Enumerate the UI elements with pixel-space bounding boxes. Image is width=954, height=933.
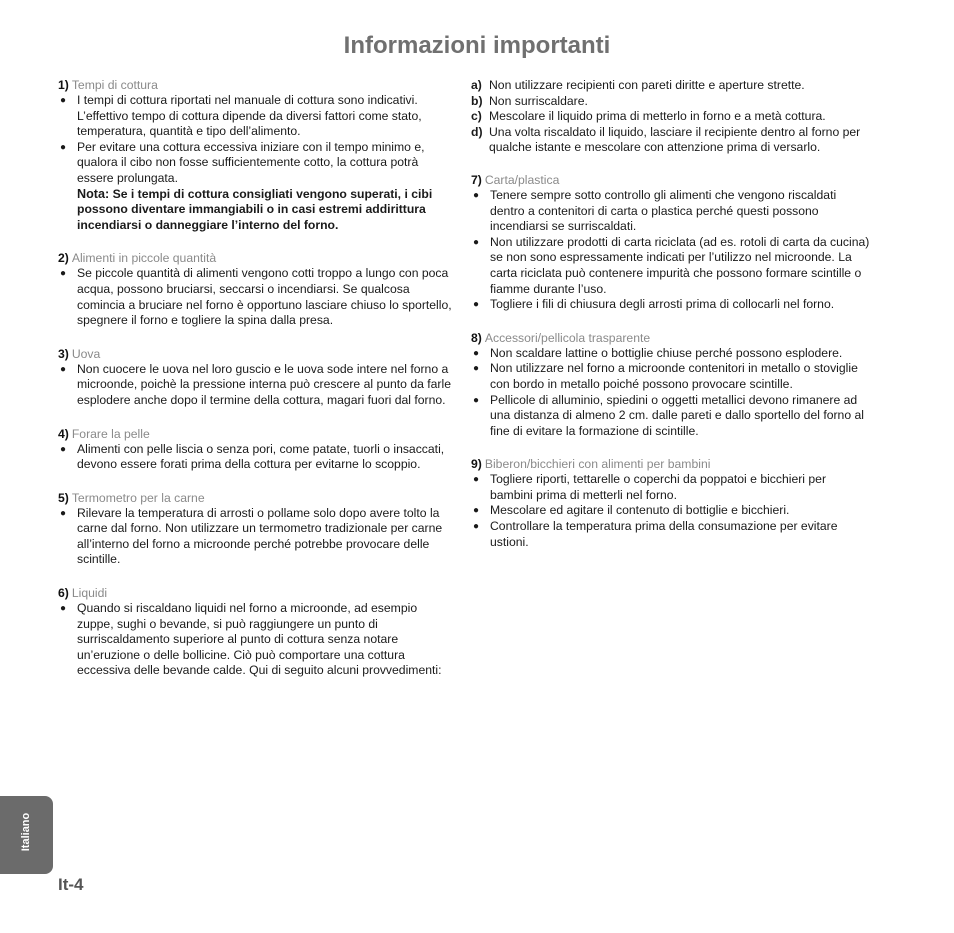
list-text: Non surriscaldare.: [489, 93, 588, 108]
bullet-icon: ●: [473, 189, 480, 201]
section-number: 1): [58, 78, 69, 92]
bullet-item: [471, 519, 871, 550]
section-accessori-pellicola: [471, 331, 871, 440]
bullet-item: [58, 601, 454, 679]
section-alimenti-piccole-quantita: [58, 251, 454, 328]
bullet-item: [58, 506, 454, 568]
bullet-text: Controllare la temperatura prima della consumazione per evitare ustioni.: [490, 519, 838, 549]
section-number: 3): [58, 346, 69, 361]
note-text: Se i tempi di cottura consigliati vengono superati, i cibi possono diventare immangiabili o in casi estremi addirittura incendiarsi o danneggiare l’interno del forno.: [77, 186, 433, 232]
bullet-icon: ●: [60, 507, 67, 519]
section-termometro: [58, 491, 454, 568]
page-title: Informazioni importanti: [343, 32, 611, 59]
section-heading: [471, 331, 871, 346]
list-letter: c): [471, 109, 482, 124]
section-tempi-di-cottura: [58, 78, 454, 233]
section-number: 7): [471, 172, 482, 187]
section-number: 4): [58, 426, 69, 441]
section-title: Liquidi: [71, 586, 108, 601]
bullet-text: Non utilizzare prodotti di carta riciclata (ad es. rotoli di carta da cucina) se non sono espressamente indicati per l’utilizzo nel microonde. La carta riciclata può contenere impurità che possono formare scintille o fiamme durante l’uso.: [490, 234, 870, 296]
list-text: Una volta riscaldato il liquido, lasciare il recipiente dentro al forno per qualche istante e mescolare con attenzione prima di versarlo.: [489, 124, 861, 155]
list-text: Non utilizzare recipienti con pareti diritte e aperture strette.: [489, 78, 805, 92]
bullet-text: Per evitare una cottura eccessiva iniziare con il tempo minimo e, qualora il cibo non fosse sufficientemente cotto, la cottura potrà essere prolungata.: [77, 139, 425, 185]
bullet-item: [471, 503, 871, 519]
section-uova: [58, 347, 454, 409]
note-box: [58, 187, 454, 234]
bullet-icon: ●: [60, 363, 67, 375]
note-label: Nota:: [77, 186, 110, 201]
section-title: Tempi di cottura: [71, 78, 158, 92]
bullet-item: [471, 297, 871, 313]
bullet-icon: ●: [60, 268, 67, 280]
page-number: It-4: [58, 875, 84, 894]
bullet-item: [58, 140, 454, 187]
bullet-item: [58, 93, 454, 140]
bullet-icon: ●: [473, 363, 480, 375]
bullet-icon: ●: [60, 95, 67, 106]
bullet-item: [471, 361, 871, 392]
language-label: Italiano: [20, 812, 32, 852]
list-letter: d): [471, 124, 483, 139]
liquid-measures-list: [471, 78, 871, 156]
section-heading: [58, 251, 454, 266]
section-heading: [471, 173, 871, 188]
list-letter: a): [471, 78, 482, 92]
section-title: Biberon/bicchieri con alimenti per bambini: [484, 457, 711, 472]
list-item: [471, 125, 871, 156]
section-number: 2): [58, 251, 69, 266]
section-heading: [58, 586, 454, 601]
left-column: [58, 78, 454, 690]
bullet-item: [58, 362, 454, 409]
bullet-text: Tenere sempre sotto controllo gli alimenti che vengono riscaldati dentro a contenitori di carta o plastica perché questi possono incendiarsi se surriscaldati.: [490, 187, 837, 234]
bullet-text: Non scaldare lattine o bottiglie chiuse perché possono esplodere.: [490, 345, 843, 360]
bullet-item: [58, 442, 454, 473]
bullet-icon: ●: [60, 141, 67, 153]
section-title: Forare la pelle: [71, 426, 150, 441]
section-number: 5): [58, 490, 69, 505]
section-number: 6): [58, 586, 69, 601]
section-carta-plastica: [471, 173, 871, 313]
bullet-icon: ●: [60, 603, 67, 615]
section-heading: [58, 491, 454, 506]
bullet-text: Quando si riscaldano liquidi nel forno a microonde, ad esempio zuppe, sughi o bevande, si può raggiungere un punto di surriscaldamento superiore al punto di cottura senza notare un’eruzione o delle bollicine. Ciò può comportare una cottura eccessiva delle bevande calde. Qui di seguito alcuni provvedimenti:: [77, 601, 442, 678]
bullet-text: Alimenti con pelle liscia o senza pori, come patate, tuorli o insaccati, devono essere forati prima della cottura per evitarne lo scoppio.: [77, 441, 445, 472]
language-side-tab: [0, 796, 53, 874]
list-letter: b): [471, 93, 483, 108]
bullet-item: [471, 188, 871, 235]
bullet-icon: ●: [473, 521, 480, 533]
bullet-item: [471, 472, 871, 503]
section-heading: [58, 78, 454, 93]
section-heading: [58, 427, 454, 442]
section-title: Termometro per la carne: [71, 490, 205, 505]
bullet-text: Rilevare la temperatura di arrosti o pollame solo dopo avere tolto la carne dal forno. Non utilizzare un termometro tradizionale per carne all’interno del forno a microonde perché potrebbe provocare delle scintille.: [77, 505, 443, 567]
bullet-text: Togliere riporti, tettarelle o coperchi da poppatoi e bicchieri per bambini prima di metterli nel forno.: [490, 472, 827, 502]
list-item: [471, 94, 871, 110]
bullet-icon: ●: [473, 236, 480, 248]
bullet-text: Togliere i fili di chiusura degli arrosti prima di collocarli nel forno.: [490, 297, 835, 312]
bullet-text: Se piccole quantità di alimenti vengono cotti troppo a lungo con poca acqua, possono bruciarsi, seccarsi o incendiarsi. Se qualcosa comincia a bruciare nel forno è opportuno lasciare chiuso lo sportello, spegnere il forno e togliere la spina dalla presa.: [77, 266, 452, 328]
section-forare-la-pelle: [58, 427, 454, 473]
right-column: [471, 78, 871, 561]
section-title: Carta/plastica: [484, 172, 560, 187]
section-biberon: [471, 457, 871, 550]
bullet-item: [471, 393, 871, 440]
bullet-item: [471, 346, 871, 362]
bullet-text: Pellicole di alluminio, spiedini o oggetti metallici devono rimanere ad una distanza di almeno 2 cm. dalle pareti e dallo sportello del forno al fine di evitare la formazione di scintille.: [490, 392, 864, 438]
list-text: Mescolare il liquido prima di metterlo in forno e a metà cottura.: [489, 109, 826, 124]
section-title: Alimenti in piccole quantità: [71, 251, 217, 266]
bullet-icon: ●: [473, 299, 480, 311]
section-heading: [471, 457, 871, 472]
section-title: Uova: [71, 346, 101, 361]
section-heading: [58, 347, 454, 362]
bullet-icon: ●: [473, 474, 480, 486]
bullet-text: Non utilizzare nel forno a microonde contenitori in metallo o stoviglie con bordo in metallo poiché possono provocare scintille.: [490, 361, 858, 391]
bullet-icon: ●: [60, 443, 67, 455]
bullet-icon: ●: [473, 347, 480, 359]
bullet-icon: ●: [473, 394, 480, 406]
list-item: [471, 78, 871, 94]
bullet-text: Mescolare ed agitare il contenuto di bottiglie e bicchieri.: [490, 503, 790, 518]
bullet-item: [471, 235, 871, 297]
section-liquidi: [58, 586, 454, 679]
bullet-text: Non cuocere le uova nel loro guscio e le uova sode intere nel forno a microonde, poichè la pressione interna può crescere al punto da farle esplodere anche dopo il termine della cottura, magari fuori dal forno.: [77, 361, 451, 407]
section-number: 9): [471, 457, 482, 472]
bullet-icon: ●: [473, 505, 480, 517]
list-item: [471, 109, 871, 125]
section-number: 8): [471, 330, 482, 345]
bullet-item: [58, 266, 454, 328]
bullet-text: I tempi di cottura riportati nel manuale di cottura sono indicativi. L’effettivo tempo di cottura dipende da diversi fattori come stato, temperatura, quantità e tipo dell’alimento.: [77, 93, 422, 139]
section-title: Accessori/pellicola trasparente: [484, 330, 651, 345]
